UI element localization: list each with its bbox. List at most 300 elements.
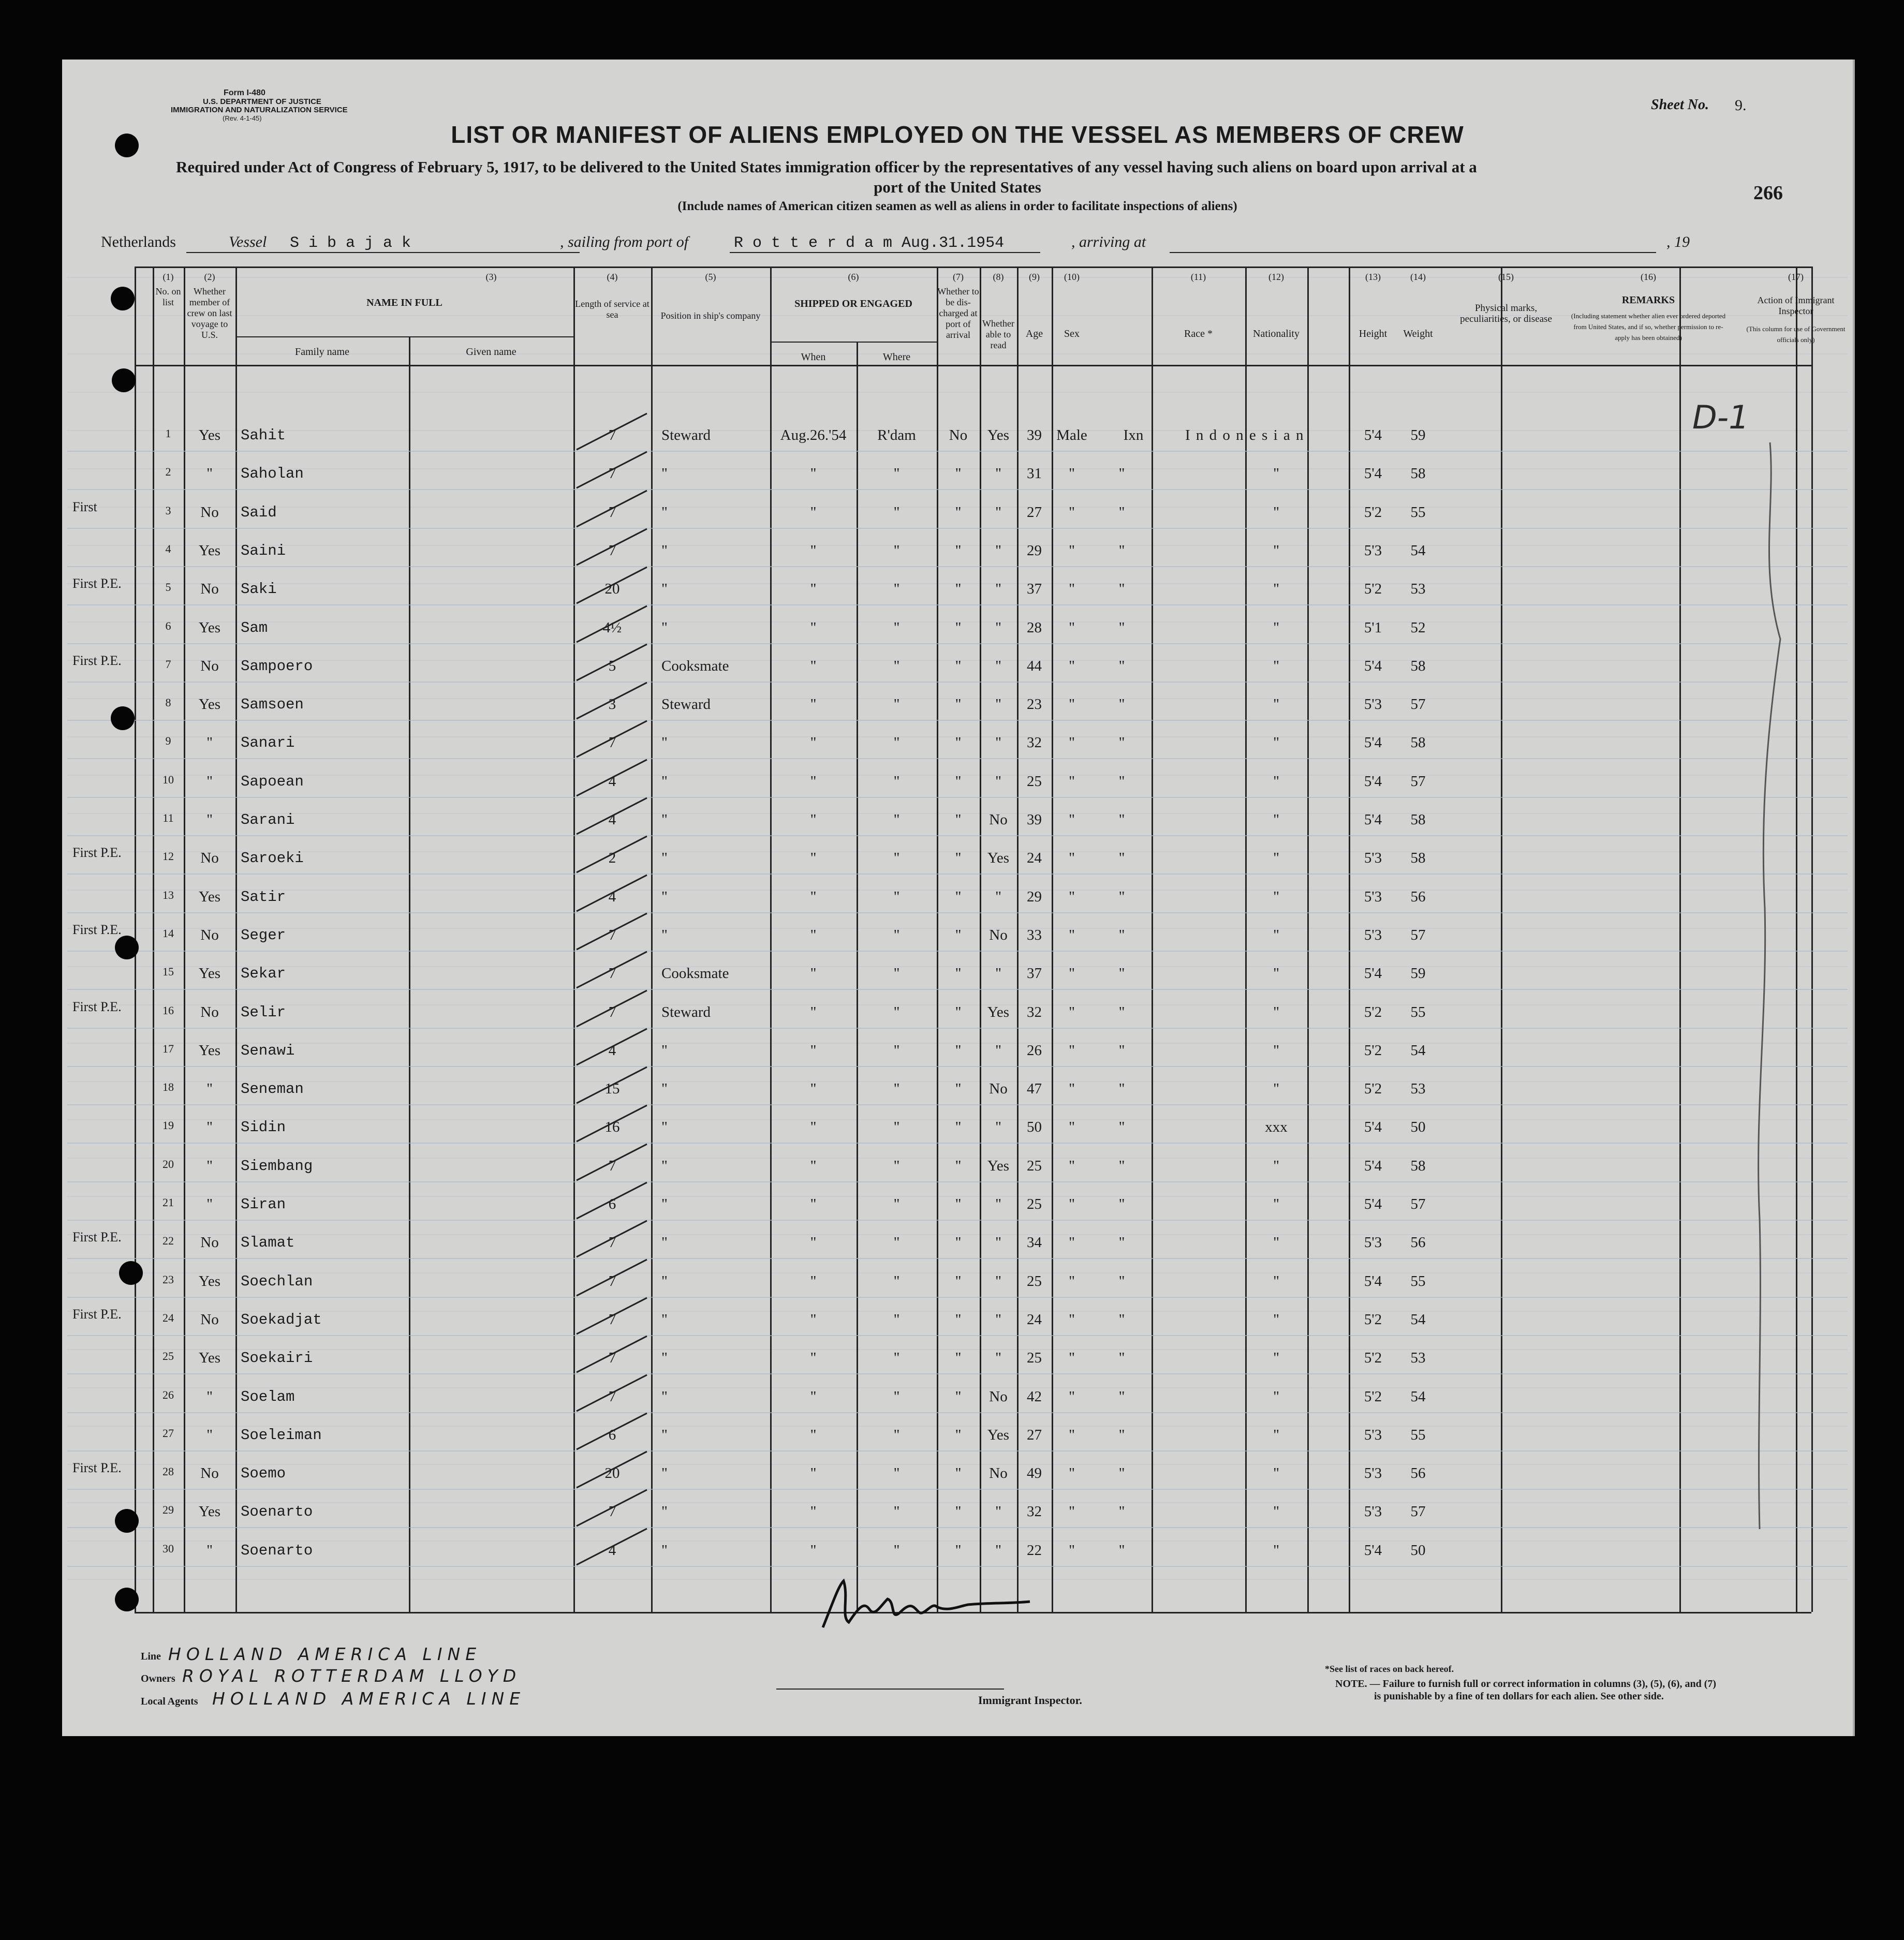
height: 5'3: [1364, 542, 1382, 559]
weight: 52: [1410, 619, 1426, 636]
sex: ": [1069, 926, 1075, 943]
row-rule: [67, 682, 1848, 683]
age: 25: [1027, 1350, 1042, 1367]
service-length: 7: [608, 1003, 616, 1020]
row-number: 11: [163, 811, 174, 824]
age: 31: [1027, 465, 1042, 482]
able-to-read: ": [995, 888, 1001, 905]
race: ": [1118, 811, 1125, 828]
weight: 57: [1410, 1503, 1426, 1520]
sex: ": [1069, 1119, 1075, 1136]
race: ": [1118, 734, 1125, 751]
sex: ": [1069, 773, 1075, 790]
row-rule: [67, 758, 1848, 759]
row-rule: [67, 566, 1848, 567]
service-length: 4: [608, 1042, 616, 1059]
table-row-prefix: First P.E.: [72, 1306, 122, 1322]
table-row-prefix: First P.E.: [72, 1460, 122, 1476]
col-11-number: (11): [1190, 272, 1206, 282]
able-to-read: ": [995, 1196, 1001, 1212]
nationality: ": [1273, 1426, 1279, 1443]
able-to-read: ": [995, 734, 1001, 751]
service-length: 2: [608, 850, 616, 867]
family-name: Soechlan: [241, 1272, 313, 1290]
crew-last-voyage: No: [200, 926, 219, 943]
height: 5'3: [1364, 696, 1382, 713]
form-number: Form I-480: [224, 88, 265, 97]
row-rule: [67, 489, 1848, 490]
position: ": [661, 1426, 668, 1443]
able-to-read: ": [995, 503, 1001, 521]
row-number: 9: [165, 734, 171, 748]
nationality: ": [1273, 503, 1279, 521]
shipped-when: ": [810, 657, 817, 674]
able-to-read: No: [989, 811, 1008, 828]
race: ": [1118, 1350, 1125, 1367]
weight: 54: [1410, 1042, 1426, 1059]
col-1-number: (1): [163, 272, 174, 282]
col-12-header: Nationality: [1253, 328, 1300, 339]
shipped-when: ": [810, 734, 817, 751]
position: ": [661, 1196, 668, 1212]
discharged: ": [955, 1388, 962, 1405]
inspector-pencil-line: [1739, 442, 1801, 1581]
weight: 58: [1410, 657, 1426, 674]
discharged: ": [955, 542, 962, 559]
nationality: ": [1273, 542, 1279, 559]
row-number: 14: [163, 926, 174, 940]
crew-last-voyage: ": [206, 1426, 213, 1443]
nationality: ": [1273, 850, 1279, 867]
row-number: 17: [163, 1042, 174, 1055]
row-number: 20: [163, 1157, 174, 1171]
service-length: 7: [608, 1272, 616, 1290]
shipped-where: ": [893, 773, 900, 790]
discharged: ": [955, 926, 962, 943]
nationality: ": [1273, 1350, 1279, 1367]
table-row-prefix: First P.E.: [72, 845, 122, 861]
discharged: ": [955, 1080, 962, 1098]
row-rule: [67, 1220, 1848, 1221]
weight: 58: [1410, 850, 1426, 867]
agents-label: Local Agents: [141, 1696, 198, 1707]
height: 5'3: [1364, 888, 1382, 905]
table-row-prefix: First P.E.: [72, 653, 122, 668]
race: ": [1118, 926, 1125, 943]
discharged: ": [955, 1311, 962, 1328]
position: ": [661, 1350, 668, 1367]
sex: ": [1069, 734, 1075, 751]
service-length: 7: [608, 1388, 616, 1405]
height: 5'4: [1364, 657, 1382, 674]
row-number: 23: [163, 1272, 174, 1286]
col-6-header: SHIPPED OR ENGAGED: [794, 298, 912, 309]
age: 37: [1027, 581, 1042, 598]
position: ": [661, 773, 668, 790]
race: ": [1118, 1080, 1125, 1098]
height: 5'4: [1364, 811, 1382, 828]
position: ": [661, 1542, 668, 1559]
year-label: , 19: [1666, 233, 1690, 250]
row-number: 29: [163, 1503, 174, 1517]
discharged: ": [955, 811, 962, 828]
service-length: 7: [608, 965, 616, 982]
col-17-header: Action of Immigrant Inspector: [1757, 295, 1835, 316]
shipped-subheader-line: [770, 342, 937, 343]
position: ": [661, 850, 668, 867]
shipped-when: ": [810, 542, 817, 559]
age: 26: [1027, 1042, 1042, 1059]
race: ": [1118, 1157, 1125, 1174]
service-length: 15: [604, 1080, 620, 1098]
family-name: Sanari: [241, 734, 295, 752]
position: ": [661, 1465, 668, 1482]
discharged: ": [955, 1350, 962, 1367]
penalty-note-1: NOTE. — Failure to furnish full or correct information in columns (3), (5), (6), and (7): [1335, 1678, 1717, 1690]
able-to-read: No: [989, 1388, 1008, 1405]
shipped-where: ": [893, 1388, 900, 1405]
shipped-where: ": [893, 542, 900, 559]
table-row-prefix: First P.E.: [72, 576, 122, 591]
shipped-where: ": [893, 657, 900, 674]
race: ": [1118, 465, 1125, 482]
crew-last-voyage: Yes: [198, 542, 221, 559]
sailing-label: , sailing from port of: [560, 233, 689, 250]
age: 37: [1027, 965, 1042, 982]
shipped-where: ": [893, 1272, 900, 1290]
column-divider: [1307, 266, 1309, 1612]
shipped-when: ": [810, 1080, 817, 1098]
inspector-signature-line: [776, 1689, 1004, 1690]
race: ": [1118, 773, 1125, 790]
crew-last-voyage: No: [200, 1311, 219, 1328]
height: 5'4: [1364, 1272, 1382, 1290]
row-number: 1: [165, 427, 171, 440]
sex: ": [1069, 1311, 1075, 1328]
shipped-where: ": [893, 1350, 900, 1367]
row-number: 13: [163, 888, 174, 901]
family-name-header: Family name: [295, 346, 349, 358]
sheet-number-value: 9.: [1735, 97, 1747, 114]
shipped-when: Aug.26.'54: [780, 427, 847, 443]
family-name: Soeleiman: [241, 1426, 322, 1444]
crew-last-voyage: ": [206, 1196, 213, 1212]
discharged: ": [955, 1234, 962, 1251]
row-number: 4: [165, 542, 171, 555]
able-to-read: ": [995, 1272, 1001, 1290]
position: ": [661, 542, 668, 559]
able-to-read: No: [989, 926, 1008, 943]
col-7-number: (7): [953, 272, 964, 282]
sex: ": [1069, 1542, 1075, 1559]
column-divider: [1152, 266, 1153, 1612]
height: 5'2: [1364, 1311, 1382, 1328]
col-16-subheader: (Including statement whether alien ever ordered deported from United States, and if so, whether permission to re-apply has been obtained): [1571, 312, 1726, 342]
position: ": [661, 1311, 668, 1328]
age: 47: [1027, 1080, 1042, 1098]
row-number: 6: [165, 619, 171, 632]
crew-last-voyage: ": [206, 1542, 213, 1559]
position: ": [661, 1272, 668, 1290]
shipped-when: ": [810, 1388, 817, 1405]
family-name: Satir: [241, 888, 286, 906]
height: 5'3: [1364, 1465, 1382, 1482]
shipped-when: ": [810, 465, 817, 482]
able-to-read: Yes: [987, 427, 1010, 443]
discharged: No: [949, 427, 968, 443]
table-header-border: [135, 365, 1811, 366]
row-rule: [67, 1258, 1848, 1259]
race: ": [1118, 1542, 1125, 1559]
family-name: Soemo: [241, 1465, 286, 1483]
nationality: ": [1273, 1003, 1279, 1020]
background-rule: [67, 392, 1848, 393]
race: ": [1118, 1003, 1125, 1020]
shipped-where: ": [893, 1003, 900, 1020]
height: 5'3: [1364, 1234, 1382, 1251]
weight: 55: [1410, 1272, 1426, 1290]
discharged: ": [955, 1003, 962, 1020]
row-number: 5: [165, 581, 171, 594]
col-13-header: Height: [1359, 328, 1388, 339]
form-revision: (Rev. 4-1-45): [223, 114, 262, 122]
line-value: HOLLAND AMERICA LINE: [168, 1644, 482, 1664]
age: 28: [1027, 619, 1042, 636]
row-rule: [67, 873, 1848, 875]
row-number: 7: [165, 657, 171, 671]
punch-hole: [111, 706, 135, 730]
row-rule: [67, 451, 1848, 452]
nationality: ": [1273, 773, 1279, 790]
shipped-when: ": [810, 1196, 817, 1212]
row-number: 18: [163, 1080, 174, 1094]
weight: 59: [1410, 427, 1426, 443]
race: ": [1118, 1234, 1125, 1251]
sex: ": [1069, 1503, 1075, 1520]
col-6-number: (6): [848, 272, 859, 282]
service-length: 7: [608, 427, 616, 443]
age: 42: [1027, 1388, 1042, 1405]
able-to-read: No: [989, 1465, 1008, 1482]
shipped-when: ": [810, 1272, 817, 1290]
discharged: ": [955, 965, 962, 982]
race: ": [1118, 1465, 1125, 1482]
race: ": [1118, 657, 1125, 674]
crew-last-voyage: No: [200, 850, 219, 867]
sex: ": [1069, 1272, 1075, 1290]
crew-last-voyage: ": [206, 811, 213, 828]
family-name: Sam: [241, 619, 268, 636]
service-length: 4: [608, 888, 616, 905]
shipped-when: ": [810, 503, 817, 521]
position: ": [661, 1234, 668, 1251]
row-rule: [67, 1412, 1848, 1413]
nationality: ": [1273, 1465, 1279, 1482]
service-length: 4: [608, 1542, 616, 1559]
shipped-where: ": [893, 503, 900, 521]
height: 5'2: [1364, 1003, 1382, 1020]
col-8-number: (8): [993, 272, 1004, 282]
crew-last-voyage: Yes: [198, 1042, 221, 1059]
nationality: ": [1273, 1311, 1279, 1328]
shipped-when: ": [810, 1119, 817, 1136]
race: ": [1118, 1426, 1125, 1443]
sex: ": [1069, 1157, 1075, 1174]
races-note: *See list of races on back hereof.: [1325, 1664, 1454, 1674]
able-to-read: Yes: [987, 1157, 1010, 1174]
row-number: 8: [165, 696, 171, 709]
row-rule: [67, 951, 1848, 952]
discharged: ": [955, 773, 962, 790]
family-name: Saki: [241, 581, 277, 598]
discharged: ": [955, 1042, 962, 1059]
able-to-read: ": [995, 773, 1001, 790]
shipped-where-header: Where: [882, 351, 911, 363]
shipped-when: ": [810, 581, 817, 598]
height: 5'4: [1364, 427, 1382, 443]
age: 25: [1027, 1272, 1042, 1290]
shipped-where: ": [893, 1503, 900, 1520]
race: ": [1118, 696, 1125, 713]
able-to-read: No: [989, 1080, 1008, 1098]
family-name: Saholan: [241, 465, 304, 483]
service-tick-mark: [574, 1521, 652, 1568]
punch-hole: [115, 134, 139, 157]
position: ": [661, 619, 668, 636]
line-label: Line: [141, 1651, 161, 1662]
service-length: 7: [608, 542, 616, 559]
nationality: ": [1273, 888, 1279, 905]
row-rule: [67, 720, 1848, 721]
manifest-title: LIST OR MANIFEST OF ALIENS EMPLOYED ON THE VESSEL AS MEMBERS OF CREW: [451, 121, 1464, 148]
height: 5'4: [1364, 965, 1382, 982]
penalty-note-2: is punishable by a fine of ten dollars for each alien. See other side.: [1374, 1691, 1664, 1702]
service-length: 7: [608, 926, 616, 943]
race: ": [1118, 850, 1125, 867]
row-rule: [67, 1297, 1848, 1298]
row-number: 24: [163, 1311, 174, 1324]
family-name: Sarani: [241, 811, 295, 828]
height: 5'2: [1364, 1388, 1382, 1405]
shipped-where: ": [893, 811, 900, 828]
family-name: Soenarto: [241, 1542, 313, 1559]
race: Ixn: [1123, 427, 1144, 443]
shipped-where: ": [893, 1157, 900, 1174]
height: 5'4: [1364, 1196, 1382, 1212]
age: 24: [1027, 1311, 1042, 1328]
sex: ": [1069, 1196, 1075, 1212]
nationality: ": [1273, 1542, 1279, 1559]
height: 5'3: [1364, 1426, 1382, 1443]
sailing-port: R o t t e r d a m Aug.31.1954: [734, 234, 1005, 252]
discharged: ": [955, 850, 962, 867]
weight: 58: [1410, 811, 1426, 828]
family-name: Sapoean: [241, 773, 304, 790]
service-length: 6: [608, 1426, 616, 1443]
col-4-header: Length of service at sea: [575, 299, 650, 320]
sex: ": [1069, 1234, 1075, 1251]
position: ": [661, 581, 668, 598]
shipped-where: ": [893, 1042, 900, 1059]
row-rule: [67, 1335, 1848, 1336]
age: 27: [1027, 503, 1042, 521]
race: ": [1118, 1042, 1125, 1059]
service-length: 4½: [602, 619, 622, 636]
race: ": [1118, 503, 1125, 521]
age: 32: [1027, 1003, 1042, 1020]
row-number: 28: [163, 1465, 174, 1478]
shipped-when: ": [810, 1234, 817, 1251]
service-length: 7: [608, 1350, 616, 1367]
position: ": [661, 1119, 668, 1136]
nationality: ": [1273, 619, 1279, 636]
weight: 58: [1410, 465, 1426, 482]
col-1-header: No. on list: [155, 286, 181, 307]
able-to-read: ": [995, 1119, 1001, 1136]
shipped-when: ": [810, 1465, 817, 1482]
weight: 55: [1410, 503, 1426, 521]
sex: ": [1069, 657, 1075, 674]
family-name: Soenarto: [241, 1503, 313, 1521]
age: 25: [1027, 1196, 1042, 1212]
sex: ": [1069, 1388, 1075, 1405]
family-name: Siran: [241, 1196, 286, 1213]
weight: 57: [1410, 696, 1426, 713]
service-length: 7: [608, 503, 616, 521]
form-department: U.S. DEPARTMENT OF JUSTICE: [203, 97, 321, 106]
age: 32: [1027, 1503, 1042, 1520]
able-to-read: ": [995, 581, 1001, 598]
race: ": [1118, 1388, 1125, 1405]
col-17-subheader: (This column for use of Government officials only): [1746, 325, 1846, 344]
family-name: Said: [241, 503, 277, 521]
race: ": [1118, 1119, 1125, 1136]
height: 5'4: [1364, 465, 1382, 482]
able-to-read: ": [995, 619, 1001, 636]
sex: ": [1069, 1350, 1075, 1367]
position: ": [661, 1157, 668, 1174]
height: 5'3: [1364, 850, 1382, 867]
height: 5'4: [1364, 1157, 1382, 1174]
shipped-when: ": [810, 1503, 817, 1520]
race: ": [1118, 1196, 1125, 1212]
row-number: 25: [163, 1350, 174, 1363]
column-divider: [235, 266, 237, 1612]
nationality: ": [1273, 1503, 1279, 1520]
shipped-when: ": [810, 926, 817, 943]
race: ": [1118, 965, 1125, 982]
able-to-read: Yes: [987, 1426, 1010, 1443]
punch-hole: [119, 1261, 143, 1285]
col-16-number: (16): [1641, 272, 1656, 282]
row-rule: [67, 835, 1848, 836]
weight: 54: [1410, 542, 1426, 559]
family-name: Saini: [241, 542, 286, 559]
age: 39: [1027, 427, 1042, 443]
shipped-where: ": [893, 734, 900, 751]
shipped-when-header: When: [801, 351, 826, 363]
family-name: Sampoero: [241, 657, 313, 675]
shipped-when: ": [810, 619, 817, 636]
height: 5'4: [1364, 1119, 1382, 1136]
weight: 54: [1410, 1388, 1426, 1405]
owners-label: Owners: [141, 1673, 175, 1684]
sex: Male: [1056, 427, 1087, 443]
crew-last-voyage: No: [200, 581, 219, 598]
age: 25: [1027, 1157, 1042, 1174]
col-10-number: (10): [1064, 272, 1080, 282]
position: ": [661, 888, 668, 905]
